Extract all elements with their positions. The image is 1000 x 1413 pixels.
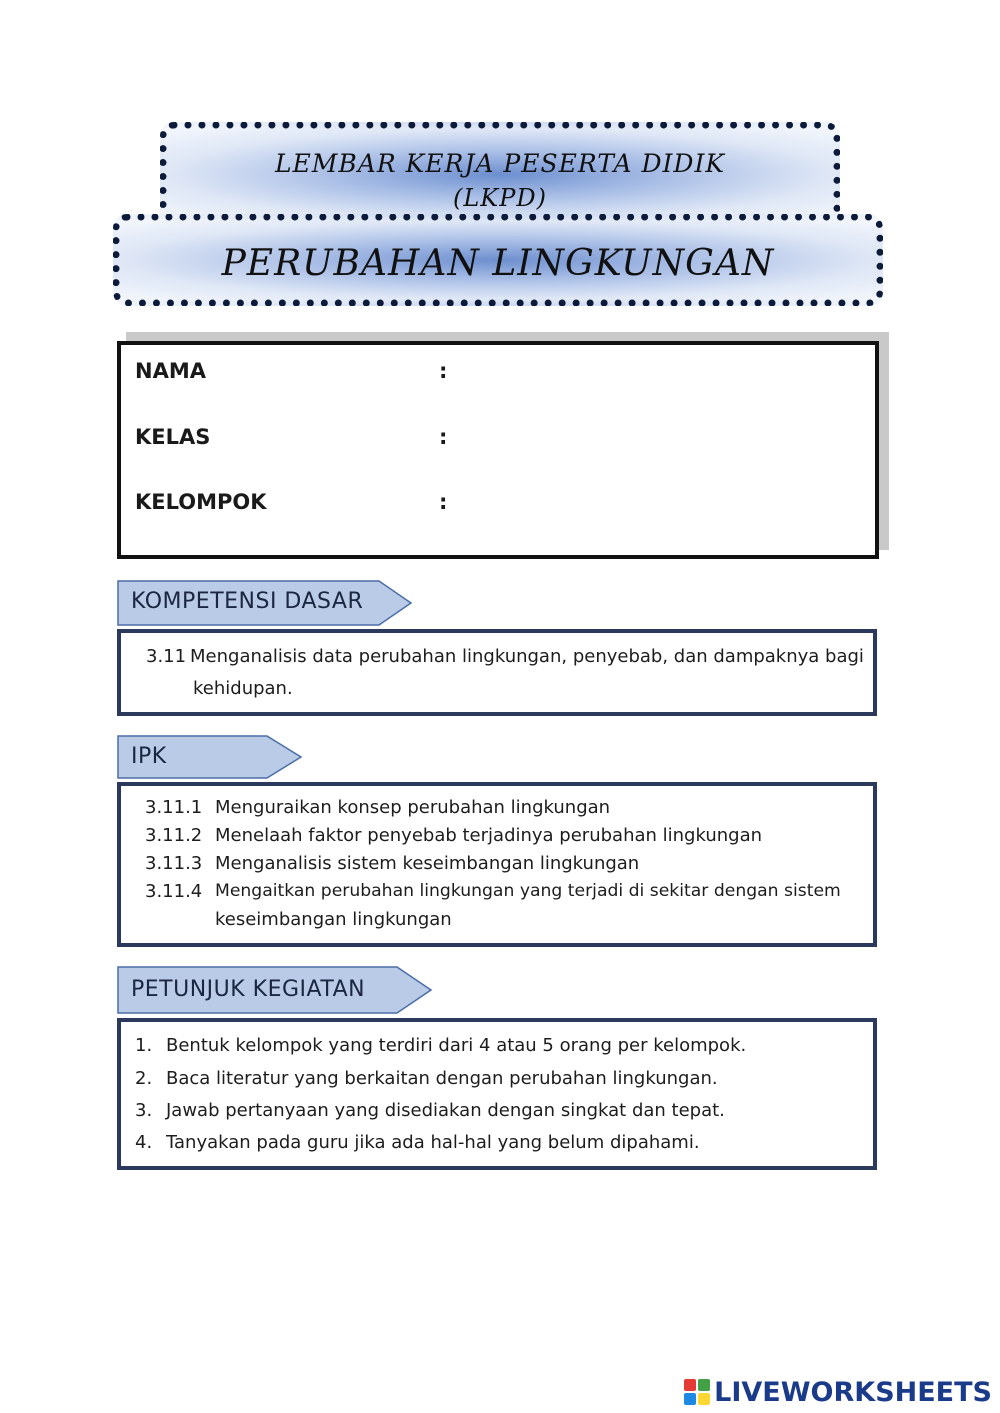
petunjuk-num-3: 3.	[135, 1100, 153, 1121]
ipk-box	[117, 782, 877, 947]
ipk-code-1: 3.11.1	[145, 797, 203, 818]
group-colon: :	[439, 490, 448, 514]
kompetensi-box	[117, 629, 877, 716]
petunjuk-num-2: 2.	[135, 1068, 153, 1089]
page-title: PERUBAHAN LINGKUNGAN	[221, 243, 775, 284]
name-label: NAMA	[135, 359, 206, 383]
liveworksheets-brand: LIVEWORKSHEETS	[714, 1376, 992, 1408]
liveworksheets-logo-icon	[684, 1379, 710, 1405]
petunjuk-text-3: Jawab pertanyaan yang disediakan dengan singkat dan tepat.	[166, 1100, 725, 1121]
petunjuk-box	[117, 1018, 877, 1170]
ipk-text-3: Menganalisis sistem keseimbangan lingkungan	[215, 853, 640, 874]
lkpd-banner	[160, 122, 840, 227]
ipk-code-3: 3.11.3	[145, 853, 203, 874]
petunjuk-tab	[117, 966, 433, 1014]
petunjuk-text-2: Baca literatur yang berkaitan dengan perubahan lingkungan.	[166, 1068, 718, 1089]
class-label: KELAS	[135, 425, 211, 449]
ipk-code-2: 3.11.2	[145, 825, 203, 846]
petunjuk-text-4: Tanyakan pada guru jika ada hal-hal yang belum dipahami.	[166, 1132, 700, 1153]
ipk-text-4: Mengaitkan perubahan lingkungan yang terjadi di sekitar dengan sistem	[215, 881, 841, 901]
kompetensi-tab	[117, 580, 413, 626]
petunjuk-num-1: 1.	[135, 1035, 153, 1056]
liveworksheets-logo[interactable]	[684, 1377, 992, 1407]
title-banner	[113, 214, 883, 306]
ipk-tab	[117, 735, 303, 779]
petunjuk-heading: PETUNJUK KEGIATAN	[131, 977, 366, 1002]
identity-box	[117, 341, 879, 559]
lkpd-heading: LEMBAR KERJA PESERTA DIDIK	[274, 149, 726, 178]
kompetensi-text-line1: Menganalisis data perubahan lingkungan, penyebab, dan dampaknya bagi	[190, 646, 864, 667]
petunjuk-num-4: 4.	[135, 1132, 153, 1153]
ipk-heading: IPK	[131, 744, 167, 769]
kompetensi-text-line2: kehidupan.	[193, 678, 293, 699]
lkpd-abbrev: (LKPD)	[453, 184, 547, 212]
kompetensi-heading: KOMPETENSI DASAR	[131, 589, 364, 614]
ipk-text-1: Menguraikan konsep perubahan lingkungan	[215, 797, 611, 818]
ipk-code-4: 3.11.4	[145, 881, 203, 902]
kompetensi-code: 3.11	[146, 646, 187, 667]
petunjuk-text-1: Bentuk kelompok yang terdiri dari 4 atau 5 orang per kelompok.	[166, 1035, 747, 1056]
name-colon: :	[439, 359, 448, 383]
group-label: KELOMPOK	[135, 490, 267, 514]
class-colon: :	[439, 425, 448, 449]
ipk-continuation: keseimbangan lingkungan	[215, 909, 452, 930]
ipk-text-2: Menelaah faktor penyebab terjadinya perubahan lingkungan	[215, 825, 763, 846]
